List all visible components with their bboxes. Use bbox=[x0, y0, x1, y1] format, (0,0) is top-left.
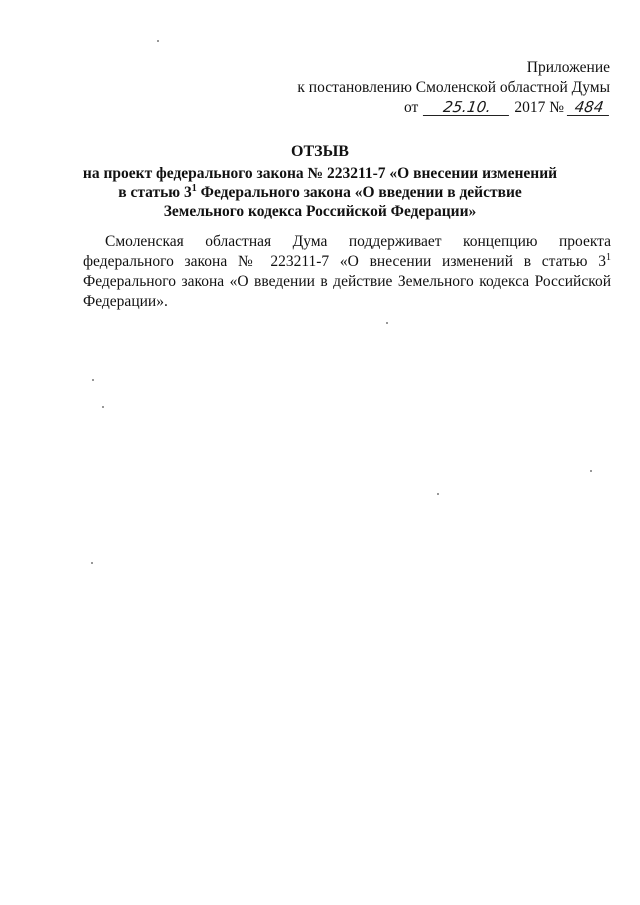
handwritten-number: 484 bbox=[567, 100, 611, 116]
scan-speck bbox=[437, 493, 439, 495]
superscript: 1 bbox=[191, 182, 197, 194]
year-and-number-label: 2017 № bbox=[514, 99, 564, 116]
scan-speck bbox=[91, 562, 93, 564]
superscript: 1 bbox=[606, 251, 611, 263]
handwritten-date: 25.10. bbox=[423, 100, 511, 116]
date-prefix: от bbox=[404, 99, 419, 116]
scan-speck bbox=[590, 470, 592, 472]
scan-speck bbox=[386, 322, 388, 324]
appendix-label: Приложение bbox=[526, 59, 610, 76]
title-line-1: на проект федерального закона № 223211-7 «О внесении изменений bbox=[82, 165, 558, 182]
appendix-header bbox=[250, 58, 610, 118]
title-line-3: Земельного кодекса Российской Федерации» bbox=[163, 203, 477, 220]
scan-speck bbox=[157, 40, 159, 42]
body-paragraph: Смоленская областная Дума поддерживает концепцию проекта федерального закона № 223211-7 «О внесении изменений в статью $3^1$ Федерального закона «О введении в действие Земельного кодекса Российской Федерации». bbox=[83, 233, 611, 310]
scan-speck bbox=[102, 406, 104, 408]
title-main: ОТЗЫВ bbox=[291, 143, 349, 160]
resolution-date-line bbox=[250, 98, 610, 118]
title-line-2: в статью $3^1$ Федерального закона «О введении в действие bbox=[118, 182, 522, 201]
resolution-reference: к постановлению Смоленской областной Думы bbox=[297, 79, 610, 96]
scan-speck bbox=[92, 379, 94, 381]
document-title bbox=[0, 142, 640, 221]
